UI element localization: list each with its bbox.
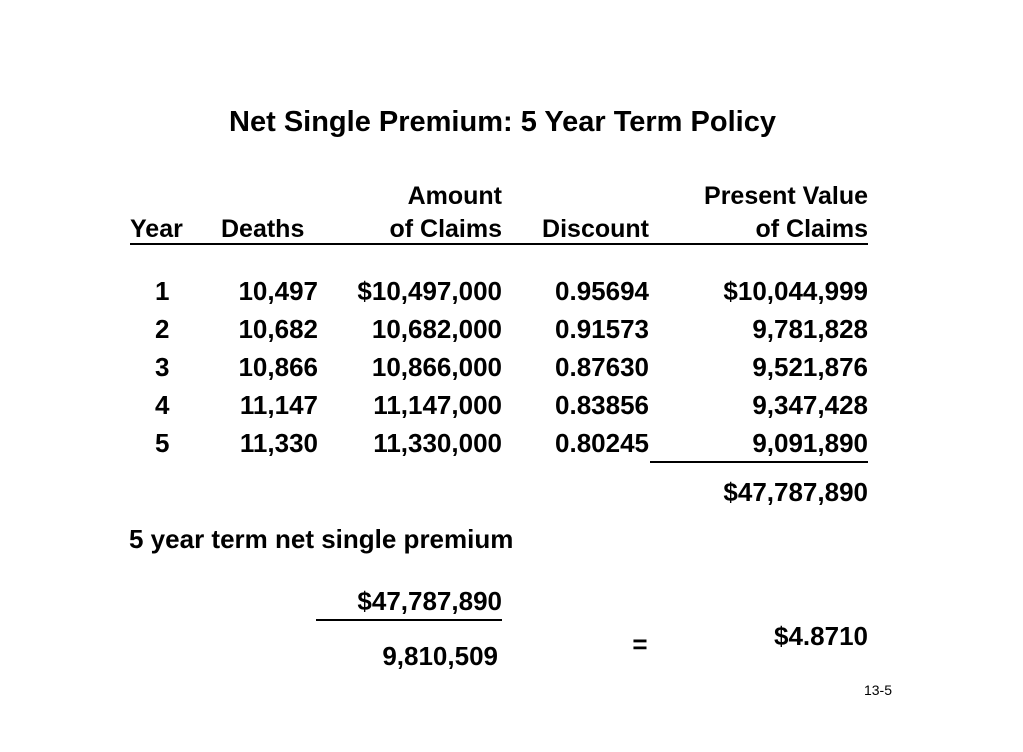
total-underline: [650, 461, 868, 463]
cell-amount: $10,497,000: [357, 276, 502, 306]
cell-amount: 11,330,000: [373, 428, 502, 458]
page-title: Net Single Premium: 5 Year Term Policy: [229, 106, 776, 138]
header-underline: [130, 243, 868, 245]
total-pv: $47,787,890: [723, 477, 868, 507]
cell-year: 4: [155, 390, 170, 420]
cell-discount: 0.95694: [555, 276, 649, 306]
cell-discount: 0.91573: [555, 314, 649, 344]
cell-year: 3: [155, 352, 170, 382]
header-discount: Discount: [542, 215, 649, 243]
premium-caption: 5 year term net single premium: [129, 524, 514, 554]
premium-result: $4.8710: [774, 621, 868, 651]
cell-deaths: 10,497: [238, 276, 318, 306]
header-pv-bottom: of Claims: [755, 215, 868, 243]
cell-amount: 10,682,000: [371, 314, 502, 344]
cell-amount: 10,866,000: [371, 352, 502, 382]
cell-deaths: 11,147: [239, 390, 318, 420]
page-number: 13-5: [863, 682, 892, 698]
cell-amount: 11,147,000: [373, 390, 502, 420]
premium-denominator: 9,810,509: [382, 641, 498, 671]
cell-discount: 0.83856: [555, 390, 649, 420]
cell-pv: $10,044,999: [723, 276, 868, 306]
cell-pv: 9,091,890: [752, 428, 868, 458]
header-year: Year: [130, 215, 183, 243]
equals-sign: =: [632, 629, 648, 659]
cell-year: 1: [155, 276, 170, 306]
cell-deaths: 10,682: [238, 314, 318, 344]
header-amount-bottom: of Claims: [389, 215, 502, 243]
cell-year: 2: [155, 314, 170, 344]
cell-year: 5: [155, 428, 170, 458]
fraction-bar: [316, 619, 502, 621]
header-pv-top: Present Value: [704, 182, 868, 210]
cell-pv: 9,347,428: [752, 390, 868, 420]
header-deaths: Deaths: [221, 215, 305, 243]
cell-deaths: 11,330: [239, 428, 318, 458]
cell-pv: 9,521,876: [752, 352, 868, 382]
header-amount-top: Amount: [407, 182, 502, 210]
cell-deaths: 10,866: [238, 352, 318, 382]
premium-numerator: $47,787,890: [357, 586, 502, 616]
cell-discount: 0.80245: [555, 428, 649, 458]
cell-discount: 0.87630: [555, 352, 649, 382]
cell-pv: 9,781,828: [752, 314, 868, 344]
